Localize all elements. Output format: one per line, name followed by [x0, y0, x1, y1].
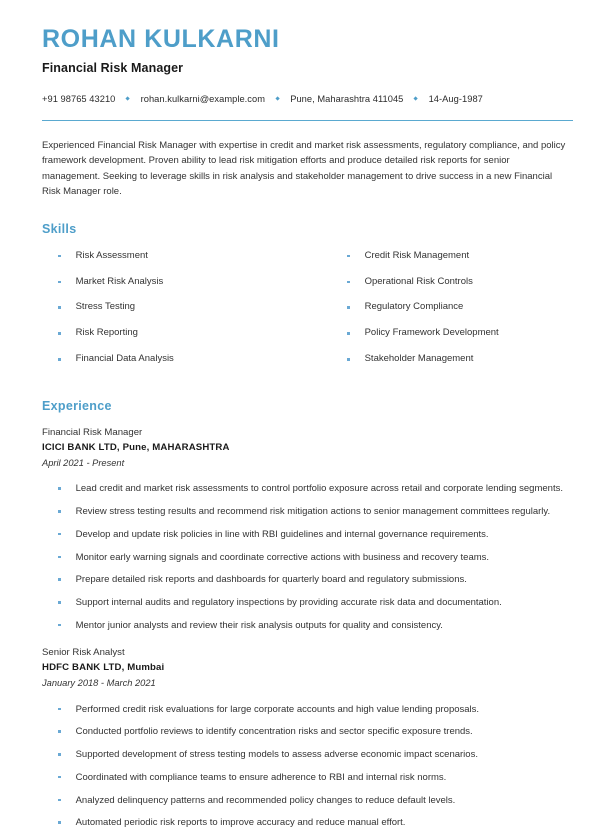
bullet-text: Coordinated with compliance teams to ensure adherence to RBI and internal risk norms. [75, 771, 447, 783]
job-title: Financial Risk Manager [42, 426, 143, 438]
bullet-square-icon [58, 306, 61, 309]
bullet-square-icon [58, 281, 61, 284]
list-item [42, 725, 572, 739]
skills-column-right [307, 250, 572, 379]
bullet-square-icon [58, 730, 61, 733]
skill-label: Stakeholder Management [364, 353, 474, 365]
bullet-square-icon [347, 281, 350, 284]
contact-phone: +91 98765 43210 [42, 93, 116, 104]
list-item [42, 250, 307, 262]
list-item [42, 596, 572, 610]
list-item [42, 794, 572, 808]
skill-label: Operational Risk Controls [364, 275, 473, 287]
separator-diamond-icon [126, 96, 131, 101]
list-item [42, 482, 572, 496]
bullet-text: Performed credit risk evaluations for large corporate accounts and high value lending proposals. [75, 703, 480, 715]
job-company: HDFC BANK LTD, Mumbai [42, 662, 165, 674]
skill-label: Risk Reporting [75, 327, 138, 339]
list-item [42, 573, 572, 587]
list-item [42, 619, 572, 633]
skills-section [42, 222, 572, 379]
bullet-text: Mentor junior analysts and review their risk analysis outputs for quality and consistency. [75, 619, 443, 631]
skill-label: Regulatory Compliance [364, 301, 464, 313]
bullet-text: Prepare detailed risk reports and dashboards for quarterly board and regulatory submissions. [75, 574, 467, 586]
bullet-square-icon [58, 821, 61, 824]
bullet-square-icon [58, 255, 61, 258]
bullet-text: Support internal audits and regulatory inspections by providing accurate risk data and documentation. [75, 597, 502, 609]
header-divider [42, 120, 573, 121]
list-item [331, 301, 572, 313]
bullet-text: Automated periodic risk reports to improve accuracy and reduce manual effort. [75, 817, 406, 829]
job-title: Senior Risk Analyst [42, 647, 125, 659]
contact-location: Pune, Maharashtra 411045 [290, 93, 404, 104]
bullet-text: Supported development of stress testing models to assess adverse economic impact scenarios. [75, 749, 478, 761]
bullet-text: Monitor early warning signals and coordinate corrective actions with business and recovery teams. [75, 551, 490, 563]
bullet-square-icon [58, 578, 61, 581]
bullet-square-icon [58, 556, 61, 559]
list-item [42, 276, 307, 288]
candidate-name: ROHAN KULKARNI [42, 25, 280, 53]
bullet-square-icon [347, 358, 350, 361]
list-item [42, 505, 572, 519]
bullet-text: Review stress testing results and recommend risk mitigation actions to senior management committees regularly. [75, 506, 551, 518]
job-bullet-list [42, 482, 572, 633]
bullet-square-icon [347, 306, 350, 309]
bullet-text: Develop and update risk policies in line with RBI guidelines and internal governance requirements. [75, 528, 489, 540]
bullet-square-icon [58, 487, 61, 490]
bullet-square-icon [58, 601, 61, 604]
list-item [42, 528, 572, 542]
bullet-square-icon [58, 533, 61, 536]
skills-columns [42, 250, 572, 379]
bullet-square-icon [58, 332, 61, 335]
job-company: ICICI BANK LTD, Pune, MAHARASHTRA [42, 441, 230, 453]
list-item [42, 353, 307, 365]
experience-entry [42, 427, 572, 633]
bullet-square-icon [347, 255, 350, 258]
skill-label: Market Risk Analysis [75, 275, 164, 287]
bullet-text: Conducted portfolio reviews to identify concentration risks and sector specific exposure trends. [75, 726, 473, 738]
job-bullet-list [42, 703, 572, 831]
skills-heading: Skills [42, 221, 77, 236]
list-item [331, 327, 572, 339]
bullet-square-icon [58, 753, 61, 756]
bullet-square-icon [58, 708, 61, 711]
skill-label: Risk Assessment [75, 249, 148, 261]
list-item [42, 816, 572, 830]
experience-section [42, 399, 572, 831]
experience-heading: Experience [42, 398, 112, 413]
professional-summary: Experienced Financial Risk Manager with expertise in credit and market risk assessments, regulatory compliance, and policy framework development. Proven ability to lead risk mitigation efforts and produce detailed risk reports for senior management. Seeking to leverage skills in risk analysis and stakeholder management to drive success in a new Financial Risk Manager role. [42, 139, 566, 198]
list-item [42, 771, 572, 785]
list-item [42, 551, 572, 565]
separator-diamond-icon [275, 96, 280, 101]
job-dates: January 2018 - March 2021 [42, 678, 156, 688]
list-item [42, 703, 572, 717]
experience-entry [42, 647, 572, 830]
separator-diamond-icon [414, 96, 419, 101]
contact-email: rohan.kulkarni@example.com [140, 93, 266, 104]
job-dates: April 2021 - Present [42, 457, 125, 468]
skill-label: Financial Data Analysis [75, 353, 174, 365]
list-item [331, 250, 572, 262]
bullet-square-icon [58, 776, 61, 779]
candidate-headline: Financial Risk Manager [42, 60, 184, 75]
resume-header [42, 26, 572, 121]
bullet-square-icon [58, 358, 61, 361]
list-item [42, 327, 307, 339]
list-item [42, 301, 307, 313]
skill-label: Stress Testing [75, 301, 136, 313]
contact-line [42, 94, 572, 104]
bullet-text: Analyzed delinquency patterns and recommended policy changes to reduce default levels. [75, 794, 456, 806]
skill-label: Policy Framework Development [364, 327, 499, 339]
contact-dob: 14-Aug-1987 [428, 93, 483, 104]
list-item [42, 748, 572, 762]
list-item [331, 353, 572, 365]
bullet-text: Lead credit and market risk assessments to control portfolio exposure across retail and corporate lending segments. [75, 483, 563, 495]
skills-column-left [42, 250, 307, 379]
bullet-square-icon [58, 799, 61, 802]
skill-label: Credit Risk Management [364, 249, 470, 261]
bullet-square-icon [347, 332, 350, 335]
bullet-square-icon [58, 510, 61, 513]
bullet-square-icon [58, 624, 61, 627]
list-item [331, 276, 572, 288]
